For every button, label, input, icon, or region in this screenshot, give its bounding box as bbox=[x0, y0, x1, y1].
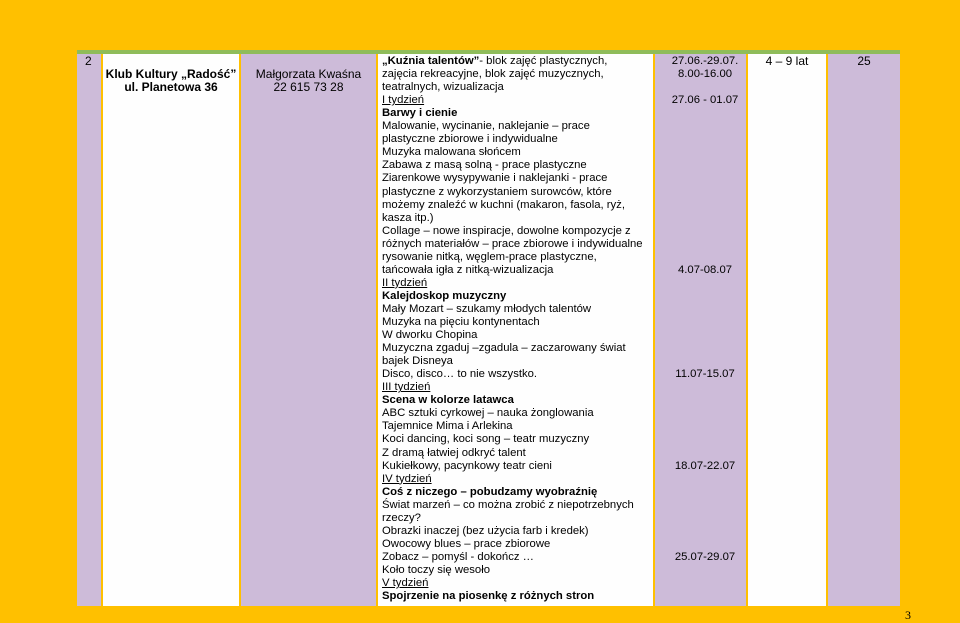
activity-line: kasza itp.) bbox=[382, 211, 434, 224]
activity-line: Malowanie, wycinanie, naklejanie – prace bbox=[382, 120, 590, 133]
activity-line: plastyczne z wykorzystaniem surowców, które bbox=[382, 185, 612, 198]
row-number: 2 bbox=[85, 54, 92, 68]
activity-line: Koci dancing, koci song – teatr muzyczny bbox=[382, 433, 590, 446]
column-institution bbox=[103, 54, 239, 606]
activity-line: Zabawa z masą solną - prace plastyczne bbox=[382, 159, 587, 172]
contact-line: 22 615 73 28 bbox=[273, 80, 344, 94]
activity-line: Z dramą łatwiej odkryć talent bbox=[382, 446, 526, 459]
activity-line: Coś z niczego – pobudzamy wyobraźnię bbox=[382, 485, 598, 498]
activity-line: Scena w kolorze latawca bbox=[382, 394, 514, 407]
activity-line: Świat marzeń – co można zrobić z niepotrzebnych bbox=[382, 498, 634, 511]
institution-line: ul. Planetowa 36 bbox=[124, 80, 218, 94]
column-number bbox=[77, 54, 101, 606]
activity-line: Tajemnice Mima i Arlekina bbox=[382, 420, 513, 433]
date-range: 18.07-22.07 bbox=[674, 459, 736, 472]
activity-line: Muzyka na pięciu kontynentach bbox=[382, 316, 540, 328]
date-range: 25.07-29.07 bbox=[674, 550, 736, 563]
participant-count: 25 bbox=[857, 54, 871, 68]
date-range: 4.07-08.07 bbox=[677, 263, 733, 276]
activity-line: II tydzień bbox=[382, 276, 428, 289]
column-age bbox=[748, 54, 826, 606]
contact-line: Małgorzata Kwaśna bbox=[255, 67, 362, 81]
date-range: 11.07-15.07 bbox=[675, 368, 735, 381]
activity-line: Kukiełkowy, pacynkowy teatr cieni bbox=[382, 459, 552, 472]
activity-line: Obrazki inaczej (bez użycia farb i kredek) bbox=[382, 524, 589, 537]
column-contact bbox=[241, 54, 376, 606]
activity-line: Muzyczna zgaduj –zgadula – zaczarowany świat bbox=[382, 342, 626, 355]
activity-line: W dworku Chopina bbox=[382, 329, 478, 342]
activity-line: zajęcia rekreacyjne, blok zajęć muzycznych, bbox=[382, 68, 604, 81]
activity-line: Ziarenkowe wysypywanie i naklejanki - prace bbox=[382, 172, 608, 185]
activity-line: Collage – nowe inspiracje, dowolne kompozycje z bbox=[382, 224, 631, 237]
activity-line: IV tydzień bbox=[382, 472, 432, 485]
activity-line: Owocowy blues – prace zbiorowe bbox=[382, 537, 551, 550]
activity-line: ABC sztuki cyrkowej – nauka żonglowania bbox=[382, 407, 594, 420]
column-dates bbox=[655, 54, 746, 606]
activity-line: Zobacz – pomyśl - dokończ … bbox=[382, 550, 534, 563]
activity-line: V tydzień bbox=[382, 577, 429, 589]
activity-line: plastyczne zbiorowe i indywidualne bbox=[382, 133, 558, 146]
activity-line: bajek Disneya bbox=[382, 355, 453, 368]
activity-line: I tydzień bbox=[382, 94, 425, 107]
activity-line: Kalejdoskop muzyczny bbox=[382, 289, 507, 302]
activity-line: Muzyka malowana słońcem bbox=[382, 146, 521, 159]
activity-line: Mały Mozart – szukamy młodych talentów bbox=[382, 302, 592, 315]
date-range: 27.06.-29.07. bbox=[671, 55, 739, 67]
activity-line: Koło toczy się wesoło bbox=[382, 563, 490, 576]
contact-person bbox=[241, 68, 376, 94]
activity-line: „Kuźnia talentów”- blok zajęć plastycznych, bbox=[382, 55, 608, 67]
activity-line: tańcowała igła z nitką-wizualizacja bbox=[382, 263, 554, 276]
page-number: 3 bbox=[905, 608, 911, 622]
activity-line: Barwy i cienie bbox=[382, 107, 458, 120]
institution-line: Klub Kultury „Radość” bbox=[105, 67, 237, 81]
activity-line: teatralnych, wizualizacja bbox=[382, 81, 504, 94]
date-range: 27.06 - 01.07 bbox=[671, 94, 739, 107]
date-range: 8.00-16.00 bbox=[677, 68, 733, 81]
activity-line: możemy znaleźć w kuchni (makaron, fasola, ryż, bbox=[382, 198, 625, 211]
activity-line: różnych materiałów – prace zbiorowe i indywidualne bbox=[382, 237, 643, 250]
column-count bbox=[828, 54, 900, 606]
activity-line: III tydzień bbox=[382, 381, 431, 394]
activity-line: Disco, disco… to nie wszystko. bbox=[382, 368, 538, 381]
activity-line: rysowanie nitką, węglem-prace plastyczne, bbox=[382, 250, 597, 263]
activity-line: rzeczy? bbox=[382, 511, 421, 524]
institution-name bbox=[103, 68, 239, 94]
age-range: 4 – 9 lat bbox=[765, 54, 809, 68]
activity-line: Spojrzenie na piosenkę z różnych stron bbox=[382, 590, 595, 603]
